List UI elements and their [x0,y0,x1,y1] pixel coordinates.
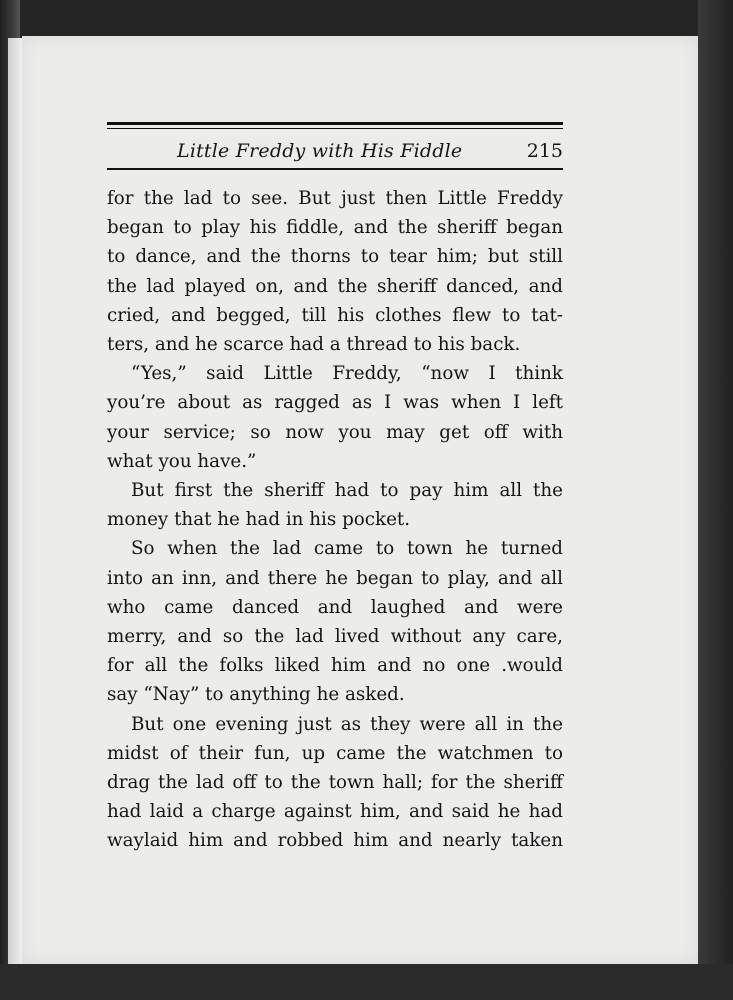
text-line: “Yes,” said Little Freddy, “now I think [131,363,563,385]
text-line: So when the lad came to town he turned [131,538,563,560]
body-text [107,184,563,856]
text-line: But first the sheriff had to pay him all the [131,480,563,502]
text-line: for all the folks liked him and no one .would [107,655,563,677]
text-line: to dance, and the thorns to tear him; but still [107,246,563,268]
text-line: the lad played on, and the sheriff danced, and [107,275,563,297]
text-line: into an inn, and there he began to play, and all [107,567,563,589]
text-line: drag the lad off to the town hall; for the sheriff [107,772,563,794]
text-line: began to play his fiddle, and the sheriff began [107,217,563,239]
text-line: merry, and so the lad lived without any care, [107,626,563,648]
book-cover-right [698,0,733,1000]
text-line: for the lad to see. But just then Little Freddy [107,188,563,209]
header-rule-top-thin [107,128,563,129]
text-line: waylaid him and robbed him and nearly taken [107,830,563,852]
text-line: who came danced and laughed and were [107,596,563,618]
running-head: Little Freddy with His Fiddle [177,140,463,162]
text-line: money that he had in his pocket. [107,509,411,531]
page-edge [8,38,22,978]
text-line: you’re about as ragged as I was when I left [107,392,563,414]
text-line: cried, and begged, till his clothes flew to tat- [107,304,563,326]
page-header [107,122,563,172]
text-line: had laid a charge against him, and said he had [107,801,563,823]
text-line: midst of their fun, up came the watchmen to [107,742,563,764]
header-rule-top [107,122,563,125]
text-line: say “Nay” to anything he asked. [107,684,405,706]
text-line: what you have.” [107,450,257,472]
page-number: 215 [526,140,563,162]
text-line: your service; so now you may get off with [107,421,563,443]
book-cover-bottom [0,964,733,1000]
header-rule-bottom [107,168,563,170]
text-line: ters, and he scarce had a thread to his back. [107,334,521,356]
text-line: But one evening just as they were all in the [131,713,563,735]
